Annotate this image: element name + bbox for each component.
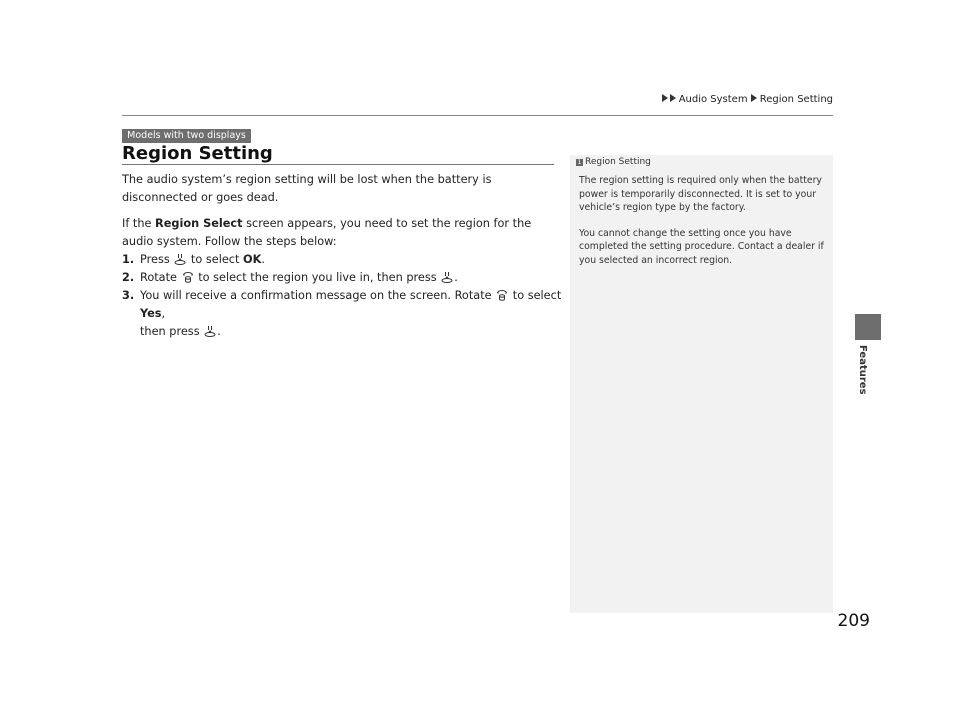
- press-knob-icon: [174, 253, 186, 265]
- page-number: 209: [837, 611, 870, 631]
- main-body: [122, 171, 562, 341]
- header-rule: [122, 115, 833, 116]
- press-knob-icon: [441, 271, 453, 283]
- breadcrumb-page: Region Setting: [759, 94, 833, 105]
- title-rule: [122, 164, 554, 165]
- side-note-body: [579, 174, 827, 279]
- rotate-knob-icon: [182, 271, 194, 283]
- model-badge: Models with two displays: [122, 129, 251, 143]
- side-note-heading: 1 Region Setting: [577, 157, 651, 167]
- step-2: 2. Rotate to select the region you live in, then press .: [122, 271, 458, 284]
- note-marker-icon: 1: [577, 159, 582, 166]
- breadcrumb-section: Audio System: [678, 94, 748, 105]
- breadcrumb-arrow-icon: [662, 94, 668, 102]
- side-note-paragraph: You cannot change the setting once you have completed the setting procedure. Contact a dealer if you selected an incorrect region.: [579, 227, 824, 266]
- features-tab[interactable]: [855, 314, 881, 340]
- features-tab-label: Features: [857, 345, 868, 395]
- intro-paragraph: The audio system’s region setting will be lost when the battery is disconnected or goes dead.: [122, 173, 492, 204]
- step-1: 1. Press to select OK.: [122, 253, 265, 266]
- rotate-knob-icon: [496, 289, 508, 301]
- breadcrumb-arrow-icon: [670, 94, 676, 102]
- breadcrumb-arrow-icon: [751, 94, 757, 102]
- press-knob-icon: [204, 325, 216, 337]
- region-select-label: Region Select: [155, 217, 243, 230]
- step-3: 3. You will receive a confirmation message on the screen. Rotate to select Yes, then press .: [122, 289, 562, 338]
- page-title: Region Setting: [122, 143, 273, 164]
- breadcrumb: [0, 94, 833, 105]
- side-note-paragraph: The region setting is required only when the battery power is temporarily disconnected. It is set to your vehicle’s region type by the factory.: [579, 175, 822, 213]
- instruction-paragraph: If the Region Select screen appears, you need to set the region for the audio system. Follow the steps below:: [122, 217, 532, 248]
